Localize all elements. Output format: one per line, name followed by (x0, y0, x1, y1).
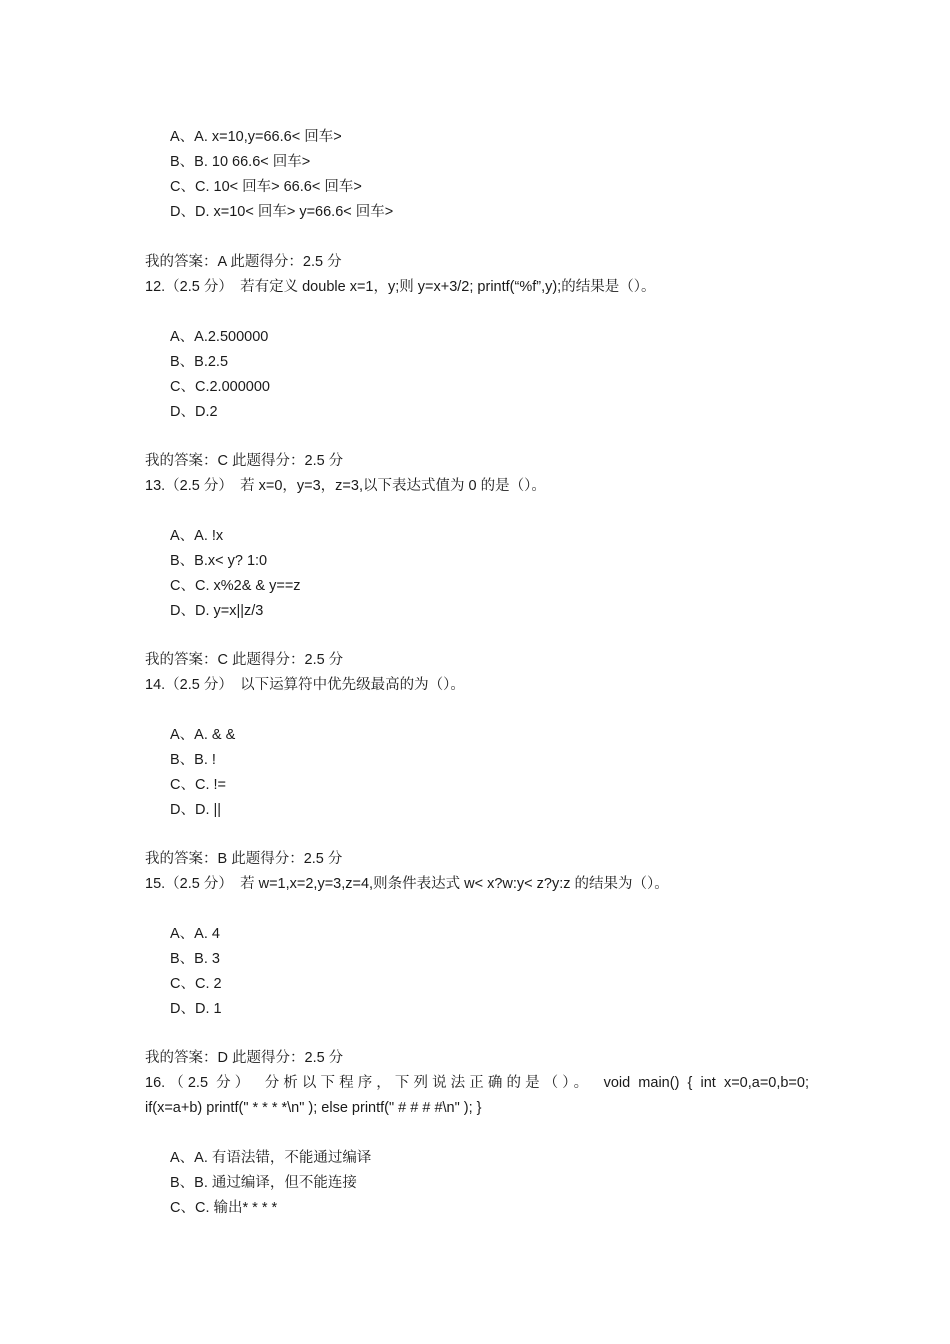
question-13: 13.（2.5 分） 若 x=0，y=3，z=3,以下表达式值为 0 的是（）。 (145, 478, 546, 494)
option-c: C、C.2.000000 (170, 379, 270, 395)
option-c: C、C. x%2& & y==z (170, 578, 301, 594)
question-15: 15.（2.5 分） 若 w=1,x=2,y=3,z=4,则条件表达式 w< x?w:y< z?y:z 的结果为（）。 (145, 876, 669, 892)
option-b: B、B.2.5 (170, 354, 229, 370)
option-d: D、D. x=10< 回车> y=66.6< 回车> (170, 204, 394, 220)
option-d: D、D.2 (170, 404, 218, 420)
answer-line: 我的答案：A 此题得分：2.5 分 (145, 254, 342, 270)
answer-line: 我的答案：B 此题得分：2.5 分 (145, 851, 343, 867)
option-b: B、B.x< y? 1:0 (170, 553, 268, 569)
option-c: C、C. 10< 回车> 66.6< 回车> (170, 179, 362, 195)
option-a: A、A. x=10,y=66.6< 回车> (170, 129, 342, 145)
option-a: A、A.2.500000 (170, 329, 269, 345)
option-b: B、B. 10 66.6< 回车> (170, 154, 311, 170)
option-d: D、D. 1 (170, 1001, 222, 1017)
option-d: D、D. y=x||z/3 (170, 603, 264, 619)
option-a: A、A. !x (170, 528, 224, 544)
question-16-line-2: if(x=a+b) printf(" * * * *\n" ); else printf(" # # # #\n" ); } (145, 1100, 482, 1116)
answer-line: 我的答案：D 此题得分：2.5 分 (145, 1050, 344, 1066)
question-14: 14.（2.5 分） 以下运算符中优先级最高的为（）。 (145, 677, 465, 693)
option-b: B、B. ! (170, 752, 216, 768)
option-c: C、C. 2 (170, 976, 222, 992)
answer-line: 我的答案：C 此题得分：2.5 分 (145, 652, 344, 668)
answer-line: 我的答案：C 此题得分：2.5 分 (145, 453, 344, 469)
option-d: D、D. || (170, 802, 222, 818)
option-b: B、B. 通过编译，但不能连接 (170, 1175, 357, 1191)
option-a: A、A. 4 (170, 926, 220, 942)
option-c: C、C. 输出* * * * (170, 1200, 278, 1216)
question-16-line-1: 16.（2.5 分） 分析以下程序，下列说法正确的是（）。 void main() { int x=0,a=0,b=0; (145, 1075, 809, 1091)
option-c: C、C. != (170, 777, 226, 793)
option-a: A、A. & & (170, 727, 236, 743)
option-a: A、A. 有语法错，不能通过编译 (170, 1150, 372, 1166)
option-b: B、B. 3 (170, 951, 220, 967)
question-12: 12.（2.5 分） 若有定义 double x=1，y;则 y=x+3/2; printf(“%f”,y);的结果是（）。 (145, 279, 656, 295)
